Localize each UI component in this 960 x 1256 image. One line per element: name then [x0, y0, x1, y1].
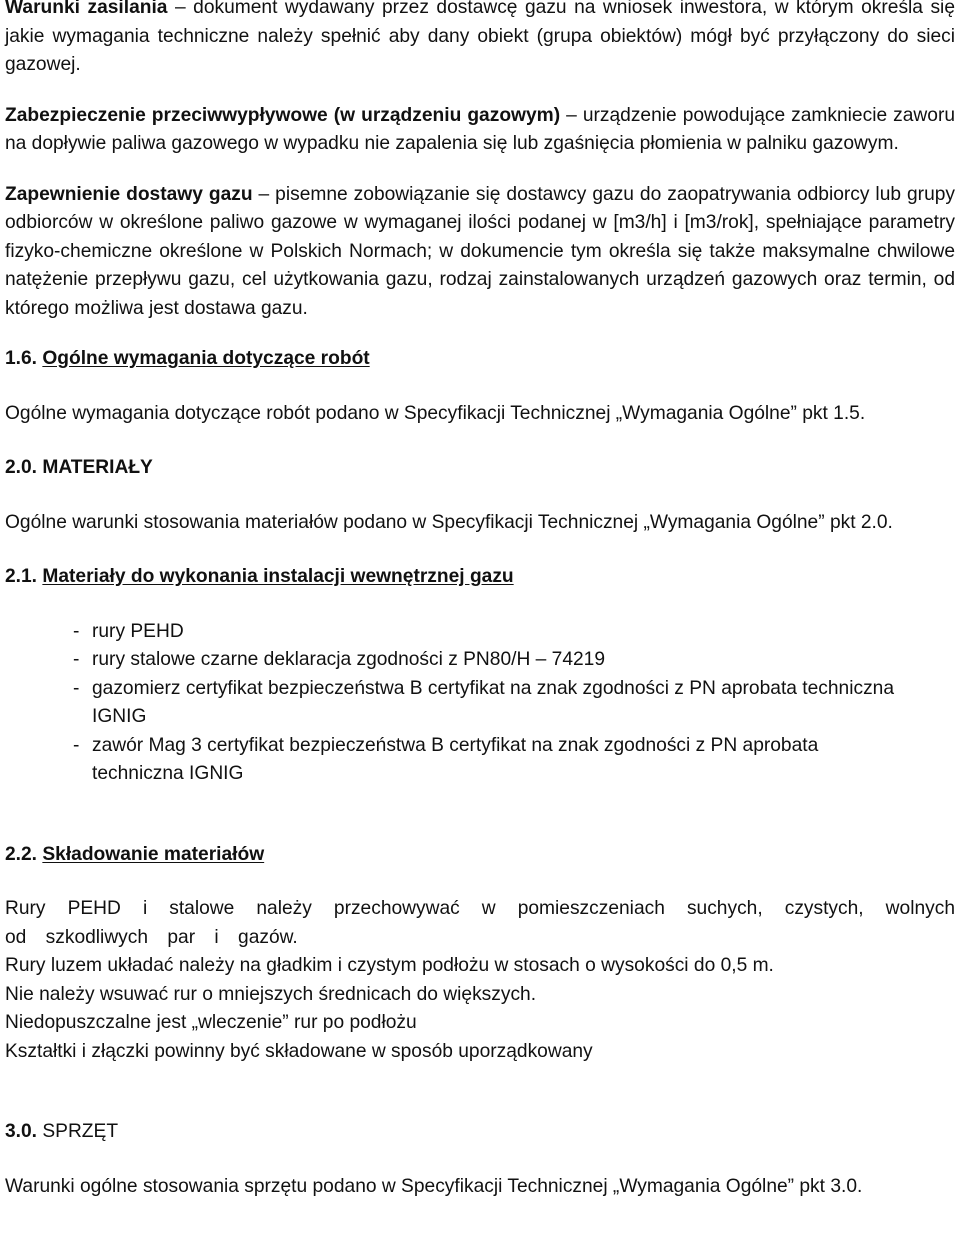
section-heading-1-6: [5, 345, 955, 374]
section-text-2-0: Ogólne warunki stosowania materiałów podano w Specyfikacji Technicznej „Wymagania Ogólne” pkt 2.0.: [5, 511, 893, 533]
definition-text: – dokument wydawany przez dostawcę gazu na wniosek inwestora, w którym określa się jakie wymagania techniczne należy spełnić aby dany obiekt (grupa obiektów) mógł być przyłączony do sieci gazowej.: [5, 0, 955, 75]
materials-list: [5, 618, 955, 789]
definition-zapewnienie-dostawy: [5, 181, 955, 324]
section-heading-2-0: [5, 454, 955, 483]
list-dash: -: [73, 649, 80, 670]
list-item-text: zawór Mag 3 certyfikat bezpieczeństwa B certyfikat na znak zgodności z PN aprobata: [92, 734, 819, 756]
document-page: [5, 0, 955, 1201]
list-item-text: rury PEHD: [92, 620, 184, 642]
definition-zabezpieczenie: [5, 102, 955, 159]
definition-text: – urządzenie powodujące zamkniecie zaworu na dopływie paliwa gazowego w wypadku nie zapalenia się lub zgaśnięcia płomienia w palniku gazowym.: [5, 104, 956, 154]
list-dash: -: [73, 734, 80, 756]
list-item-continuation: IGNIG: [92, 706, 147, 727]
storage-line: Rury PEHD i stalowe należy przechowywać w pomieszczeniach suchych, czystych, wolnych od szkodliwych par i gazów.: [5, 898, 955, 948]
section-title: MATERIAŁY: [42, 457, 153, 478]
list-dash: -: [73, 677, 80, 699]
section-number: 2.1.: [5, 566, 38, 587]
section-title: Materiały do wykonania instalacji wewnętrznej gazu: [42, 566, 514, 587]
section-text-1-6: Ogólne wymagania dotyczące robót podano w Specyfikacji Technicznej „Wymagania Ogólne” pkt 1.5.: [5, 402, 866, 424]
section-heading-3-0: [5, 1118, 955, 1147]
list-item: [5, 618, 955, 647]
storage-line: Niedopuszczalne jest „wleczenie” rur po podłożu: [5, 1012, 417, 1033]
section-number: 1.6.: [5, 348, 38, 369]
section-title: Ogólne wymagania dotyczące robót: [42, 348, 370, 369]
list-item-continuation: techniczna IGNIG: [92, 763, 244, 784]
section-number: 3.0.: [5, 1121, 38, 1142]
list-item: [5, 732, 955, 789]
list-item: [5, 646, 955, 675]
section-text-3-0: Warunki ogólne stosowania sprzętu podano w Specyfikacji Technicznej „Wymagania Ogólne” pkt 3.0.: [5, 1175, 863, 1197]
definition-text: – pisemne zobowiązanie się dostawcy gazu do zaopatrywania odbiorcy lub grupy odbiorców w określone paliwo gazowe w wymaganej ilości podanej w [m3/h] i [m3/rok], spełniające parametry fizyko-chemiczne określone w Polskich Normach; w dokumencie tym określa się także maksymalne chwilowe natężenie przepływu gazu, cel użytkowania gazu, rodzaj zainstalowanych urządzeń gazowych oraz termin, od którego możliwa jest dostawa gazu.: [5, 183, 956, 319]
list-item-text: rury stalowe czarne deklaracja zgodności z PN80/H – 74219: [92, 649, 606, 670]
section-heading-2-2: [5, 841, 955, 870]
list-dash: -: [73, 620, 80, 642]
storage-line: Nie należy wsuwać rur o mniejszych średnicach do większych.: [5, 983, 537, 1005]
section-title: SPRZĘT: [42, 1121, 119, 1142]
section-heading-2-1: [5, 563, 955, 592]
section-number: 2.0.: [5, 457, 38, 478]
list-item-text: gazomierz certyfikat bezpieczeństwa B certyfikat na znak zgodności z PN aprobata techniczna: [92, 677, 895, 699]
section-number: 2.2.: [5, 843, 38, 865]
definition-term: Zabezpieczenie przeciwwypływowe (w urządzeniu gazowym): [5, 104, 561, 126]
storage-line: Kształtki i złączki powinny być składowane w sposób uporządkowany: [5, 1040, 593, 1062]
section-title: Składowanie materiałów: [42, 843, 265, 865]
list-item: [5, 675, 955, 732]
definition-term: Warunki zasilania: [5, 0, 168, 18]
definition-warunki-zasilania: [5, 0, 955, 80]
definition-term: Zapewnienie dostawy gazu: [5, 183, 253, 205]
storage-line: Rury luzem układać należy na gładkim i czystym podłożu w stosach o wysokości do 0,5 m.: [5, 955, 774, 976]
